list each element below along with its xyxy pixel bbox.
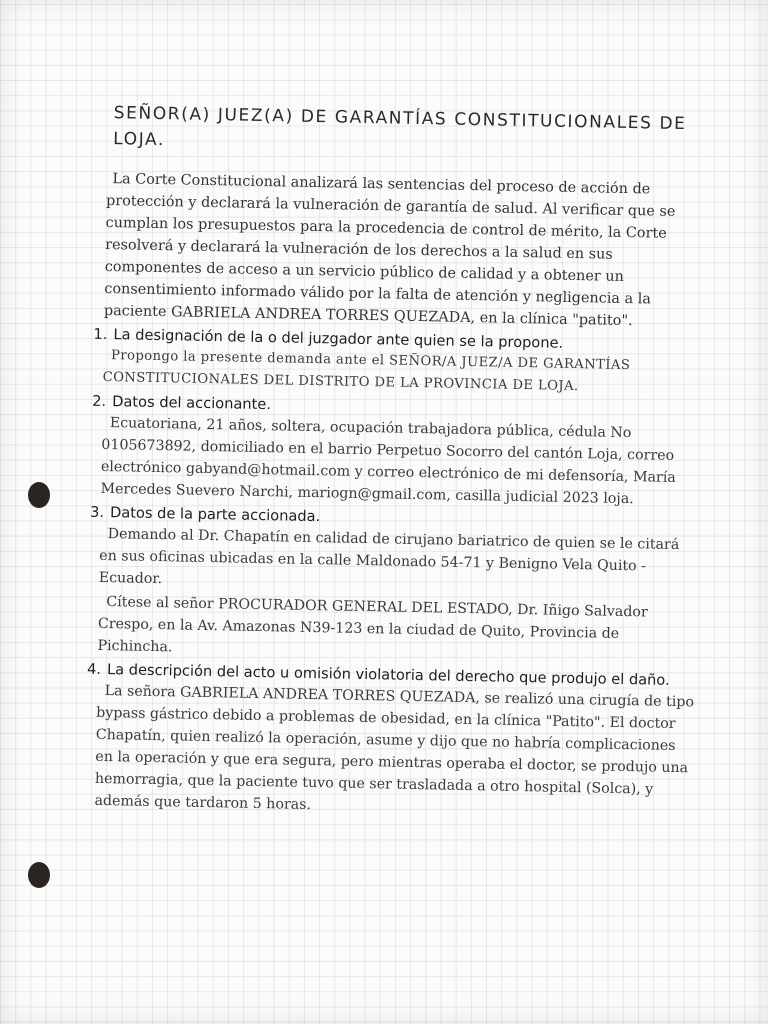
intro-paragraph: La Corte Constitucional analizará las sentencias del proceso de acción de protección y declarará la vulneración de garantía de salud. Al verificar que se cumplan los presupuestos para la procedencia de control de mérito, la Corte resolverá y declarará la vulneración de los derechos a la salud en sus componentes de acceso a un servicio público de calidad y a obtener un consentimiento informado válido por la falta de atención y negligencia a la paciente GABRIELA ANDREA TORRES QUEZADA, en la clínica "patito".: [103, 171, 676, 330]
section-number: 1.: [93, 325, 108, 344]
section-paragraph: Ecuatoriana, 21 años, soltera, ocupación trabajadora pública, cédula No 0105673892, domiciliado en el barrio Perpetuo Socorro del cantón Loja, correo electrónico gabyand@hotmail.com y correo electrónico de mi defensoría, María Mercedes Suevero Narchi, mariogn@gmail.com, casilla judicial 2023 loja.: [100, 415, 676, 508]
section-3: [89, 502, 700, 668]
document-title: SEÑOR(A) JUEZ(A) DE GARANTÍAS CONSTITUCIONALES DE LOJA.: [113, 103, 687, 151]
section-4: [86, 659, 697, 823]
binder-hole-bottom: [28, 862, 50, 888]
handwritten-content: [86, 100, 708, 825]
section-2: [92, 391, 702, 511]
section-1: [93, 324, 703, 401]
section-paragraph: La señora GABRIELA ANDREA TORRES QUEZADA, se realizó una cirugía de tipo bypass gástrico debido a problemas de obesidad, en la clínica "Patito". El doctor Chapatín, quien realizó la operación, asume y dijo que no habría complicaciones en la operación y que era segura, pero mientras operaba el doctor, se produjo una hemorragia, que la paciente tuvo que ser trasladada a otro hospital (Solca), y además que tardaron 5 horas.: [94, 683, 695, 814]
section-paragraph: Propongo la presente demanda ante el SEÑOR/A JUEZ/A DE GARANTÍAS CONSTITUCIONALES DEL DISTRITO DE LA PROVINCIA DE LOJA.: [102, 348, 631, 395]
section-heading-text: Datos de la parte accionada.: [109, 504, 321, 526]
section-paragraph: Cítese al señor PROCURADOR GENERAL DEL ESTADO, Dr. Iñigo Salvador Crespo, en la Av. Amazonas N39-123 en la ciudad de Quito, Provincia de Pichincha.: [97, 594, 648, 656]
section-number: 4.: [86, 660, 102, 678]
section-heading-text: La designación de la o del juzgador ante quien se la propone.: [113, 326, 564, 352]
section-number: 2.: [92, 392, 107, 411]
section-number: 3.: [89, 503, 105, 521]
section-paragraph: Demando al Dr. Chapatín en calidad de cirujano bariatrico de quien se le citará en sus oficinas ubicadas en la calle Maldonado 54-71 y Benigno Vela Quito - Ecuador.: [98, 526, 680, 588]
section-heading-text: La descripción del acto u omisión violatoria del derecho que produjo el daño.: [106, 661, 670, 689]
binder-hole-top: [28, 482, 50, 508]
section-heading-text: Datos del accionante.: [112, 393, 272, 414]
